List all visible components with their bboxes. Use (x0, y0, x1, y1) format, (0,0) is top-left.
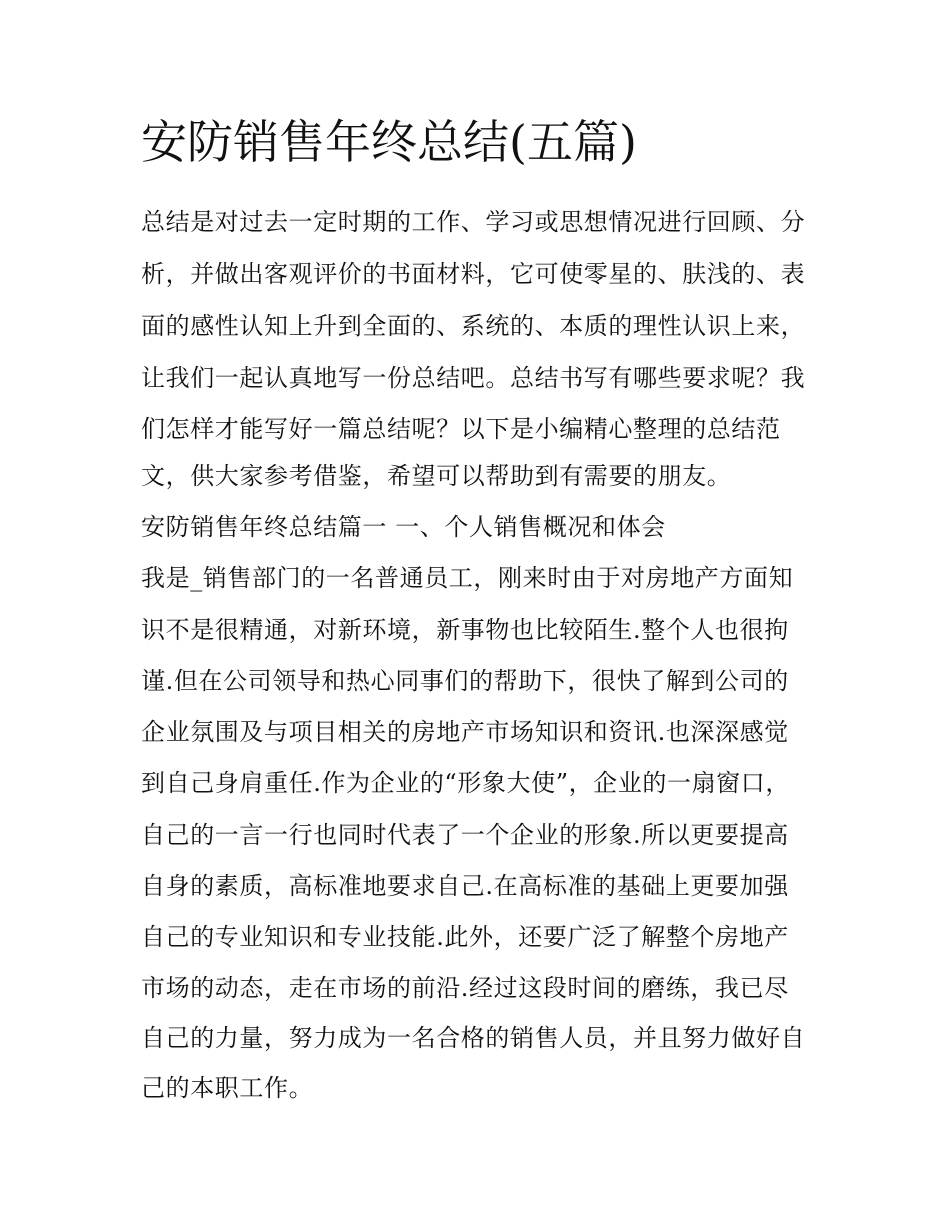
paragraph-line: 让我们一起认真地写一份总结吧。总结书写有哪些要求呢？我 (141, 364, 806, 392)
paragraph-line: 谨.但在公司领导和热心同事们的帮助下，很快了解到公司的 (141, 667, 789, 695)
paragraph-line: 到自己身肩重任.作为企业的“形象大使”，企业的一扇窗口， (141, 769, 790, 797)
paragraph-line: 自己的力量，努力成为一名合格的销售人员，并且努力做好自 (141, 1024, 806, 1052)
section-heading: 安防销售年终总结篇一 一、个人销售概况和体会 (141, 513, 666, 541)
paragraph-line: 文，供大家参考借鉴，希望可以帮助到有需要的朋友。 (141, 462, 732, 490)
paragraph-line: 自己的一言一行也同时代表了一个企业的形象.所以更要提高 (141, 821, 789, 849)
page-title: 安防销售年终总结(五篇) (141, 115, 637, 169)
paragraph-line: 析，并做出客观评价的书面材料，它可使零星的、肤浅的、表 (141, 260, 806, 288)
paragraph-line: 我是_销售部门的一名普通员工，刚来时由于对房地产方面知 (141, 564, 794, 592)
paragraph-line: 面的感性认知上升到全面的、系统的、本质的理性认识上来， (141, 312, 806, 340)
paragraph-line: 市场的动态，走在市场的前沿.经过这段时间的磨练，我已尽 (141, 974, 789, 1002)
paragraph-line: 企业氛围及与项目相关的房地产市场知识和资讯.也深深感觉 (141, 718, 789, 746)
paragraph-line: 自身的素质，高标准地要求自己.在高标准的基础上更要加强 (141, 872, 789, 900)
paragraph-line: 自己的专业知识和专业技能.此外，还要广泛了解整个房地产 (141, 923, 789, 951)
paragraph-line: 识不是很精通，对新环境，新事物也比较陌生.整个人也很拘 (141, 616, 789, 644)
paragraph-line: 己的本职工作。 (141, 1074, 314, 1102)
paragraph-line: 们怎样才能写好一篇总结呢？以下是小编精心整理的总结范 (141, 415, 781, 443)
paragraph-line: 总结是对过去一定时期的工作、学习或思想情况进行回顾、分 (141, 208, 806, 236)
